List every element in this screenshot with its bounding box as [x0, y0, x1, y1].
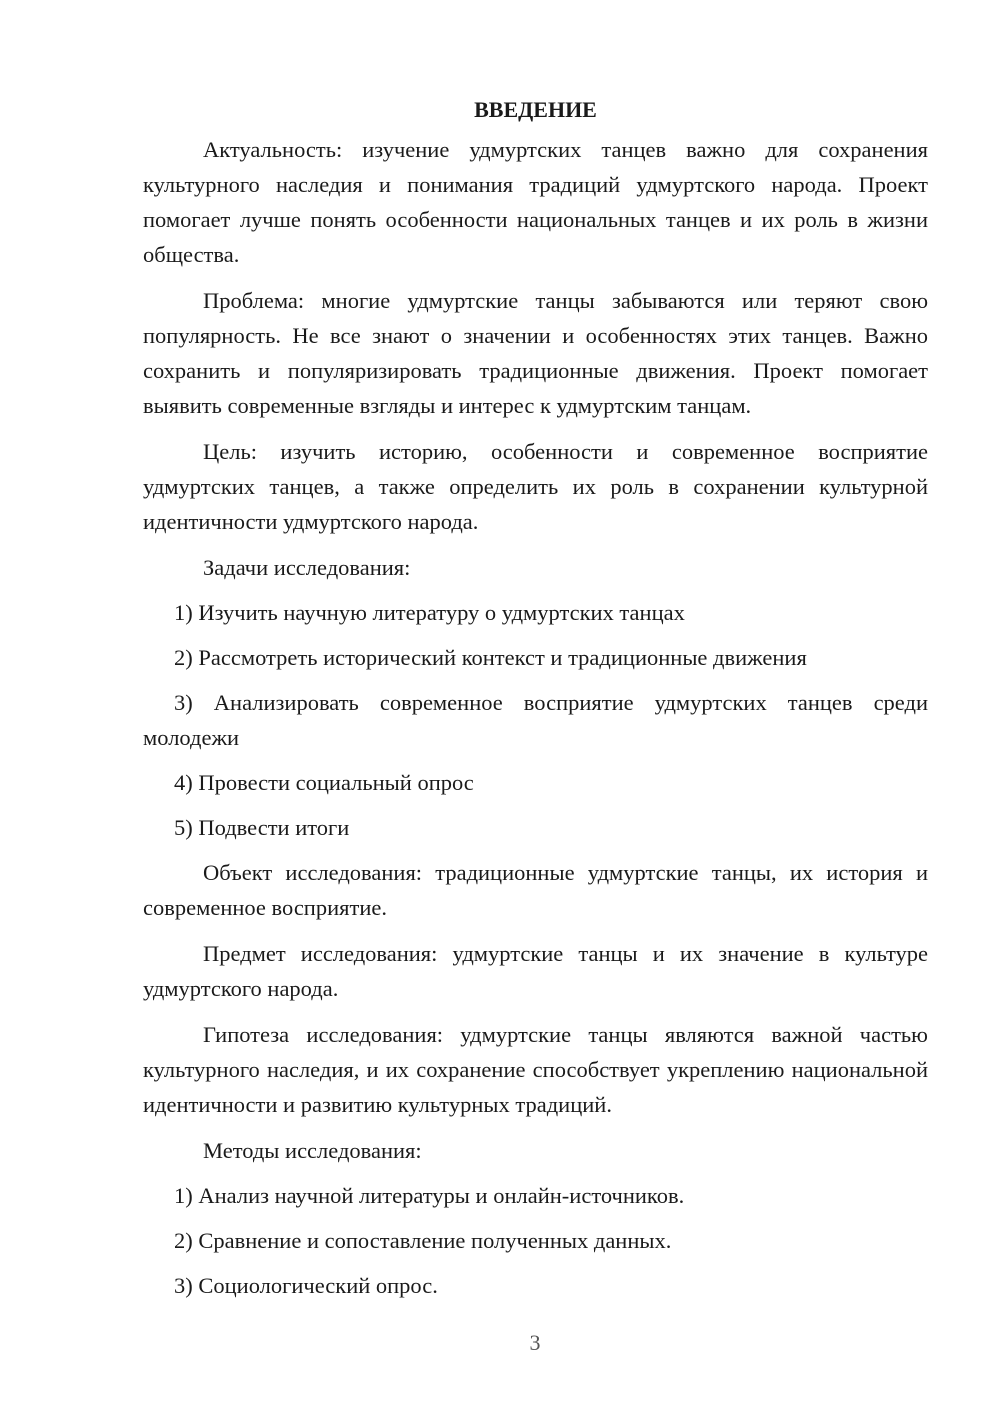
method-item: 1) Анализ научной литературы и онлайн-источников.	[174, 1183, 685, 1208]
tasks-title: Задачи исследования:	[203, 555, 411, 580]
methods-title: Методы исследования:	[203, 1138, 422, 1163]
method-item: 3) Социологический опрос.	[174, 1273, 438, 1298]
task-item: 3) Анализировать современное восприятие удмуртских танцев среди молодежи	[143, 690, 928, 750]
document-page	[143, 92, 928, 1313]
goal-paragraph: Цель: изучить историю, особенности и современное восприятие удмуртских танцев, а также определить их роль в сохранении культурной идентичности удмуртского народа.	[143, 439, 928, 534]
object-paragraph: Объект исследования: традиционные удмуртские танцы, их история и современное восприятие.	[143, 860, 928, 920]
task-item: 1) Изучить научную литературу о удмуртских танцах	[174, 600, 685, 625]
method-item: 2) Сравнение и сопоставление полученных данных.	[174, 1228, 672, 1253]
hypothesis-paragraph: Гипотеза исследования: удмуртские танцы являются важной частью культурного наследия, и их сохранение способствует укреплению национальной идентичности и развитию культурных традиций.	[143, 1022, 928, 1117]
page-number: 3	[529, 1330, 541, 1355]
task-item: 5) Подвести итоги	[174, 815, 350, 840]
page-title: ВВЕДЕНИЕ	[474, 97, 597, 122]
problem-paragraph: Проблема: многие удмуртские танцы забываются или теряют свою популярность. Не все знают о значении и особенностях этих танцев. Важно сохранить и популяризировать традиционные движения. Проект помогает выявить современные взгляды и интерес к удмуртским танцам.	[143, 288, 928, 418]
relevance-paragraph: Актуальность: изучение удмуртских танцев важно для сохранения культурного наследия и понимания традиций удмуртского народа. Проект помогает лучше понять особенности национальных танцев и их роль в жизни общества.	[143, 137, 928, 267]
subject-paragraph: Предмет исследования: удмуртские танцы и их значение в культуре удмуртского народа.	[143, 941, 928, 1001]
task-item: 4) Провести социальный опрос	[174, 770, 474, 795]
task-item: 2) Рассмотреть исторический контекст и традиционные движения	[174, 645, 807, 670]
